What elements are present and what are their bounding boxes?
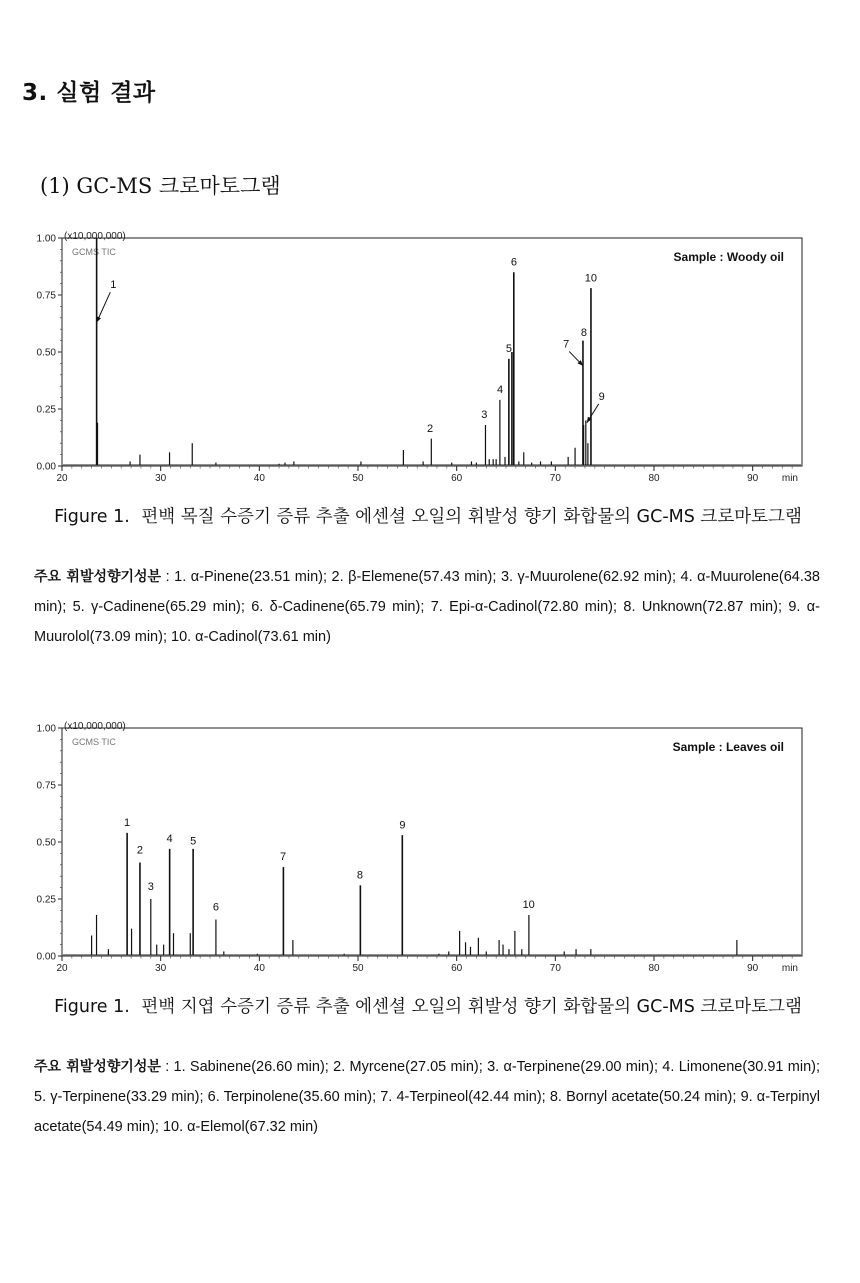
figure-caption bbox=[38, 993, 818, 1021]
x-tick-label: 60 bbox=[451, 473, 463, 484]
x-tick-label: 70 bbox=[549, 963, 561, 974]
x-tick-label: 60 bbox=[451, 963, 463, 974]
x-tick-label: 50 bbox=[352, 963, 364, 974]
chart-svg bbox=[20, 716, 820, 978]
leaves-oil-chromatogram bbox=[20, 716, 820, 976]
peak-label: 10 bbox=[584, 272, 597, 285]
peak-label: 3 bbox=[481, 409, 488, 422]
sub-title: (1) GC-MS 크로마토그램 bbox=[40, 174, 281, 198]
y-tick-label: 0.25 bbox=[36, 894, 56, 906]
figure-label: Figure 1. bbox=[54, 507, 130, 527]
peak-label: 5 bbox=[190, 835, 197, 848]
peak-label: 4 bbox=[166, 833, 173, 845]
x-tick-label: 90 bbox=[747, 473, 759, 484]
figure-caption-text: 편백 목질 수증기 증류 추출 에센셜 오일의 휘발성 향기 화합물의 GC-MS 크로마토그램 bbox=[141, 507, 802, 527]
x-unit-label: min bbox=[781, 473, 798, 484]
plot-frame bbox=[62, 728, 802, 956]
x-tick-label: 40 bbox=[253, 963, 265, 974]
components-heading: 주요 휘발성향기성분 bbox=[34, 1059, 161, 1075]
x-tick-label: 80 bbox=[648, 963, 660, 974]
y-tick-label: 0.75 bbox=[36, 780, 56, 792]
x-unit-label: min bbox=[781, 963, 798, 974]
y-tick-label: 1.00 bbox=[36, 233, 56, 245]
peak-label: 7 bbox=[279, 851, 287, 864]
y-tick-label: 0.75 bbox=[36, 290, 56, 302]
peak-label: 8 bbox=[580, 327, 588, 340]
peak-label: 5 bbox=[505, 343, 513, 355]
peak-label: 7 bbox=[563, 338, 570, 351]
components-paragraph bbox=[34, 1052, 820, 1142]
peak-label: 2 bbox=[426, 422, 434, 435]
figure-caption bbox=[38, 503, 818, 531]
components-paragraph bbox=[34, 562, 820, 652]
trace-label: GCMS TIC bbox=[72, 247, 116, 257]
trace-label: GCMS TIC bbox=[72, 737, 116, 747]
sample-label: Sample : Woody oil bbox=[673, 250, 784, 264]
x-tick-label: 20 bbox=[56, 963, 68, 974]
components-heading: 주요 휘발성향기성분 bbox=[34, 569, 162, 585]
peak-label: 2 bbox=[136, 844, 144, 857]
peak-label: 9 bbox=[399, 819, 406, 832]
components-list: : 1. α-Pinene(23.51 min); 2. β-Elemene(57.43 min); 3. γ-Muurolene(62.92 min); 4. α-Muurolene(64.38 min); 5. γ-Cadinene(65.29 min); 6. δ-Cadinene(65.79 min); 7. Epi-α-Cadinol(72.80 min); 8. Unknown(72.87 min); 9. α-Muurolol(73.09 min); 10. α-Cadinol(73.61 min) bbox=[34, 569, 820, 645]
x-tick-label: 90 bbox=[747, 963, 759, 974]
peak-label: 4 bbox=[497, 384, 504, 397]
x-tick-label: 50 bbox=[352, 473, 364, 484]
sample-label: Sample : Leaves oil bbox=[672, 740, 784, 754]
y-scale-note: (x10,000,000) bbox=[64, 231, 126, 242]
x-tick-label: 20 bbox=[56, 473, 68, 484]
peak-label: 1 bbox=[124, 817, 131, 830]
woody-oil-chromatogram bbox=[20, 226, 820, 486]
peak-label: 3 bbox=[147, 880, 154, 893]
peak-label: 6 bbox=[212, 901, 219, 914]
x-tick-label: 40 bbox=[253, 473, 265, 484]
components-list: : 1. Sabinene(26.60 min); 2. Myrcene(27.05 min); 3. α-Terpinene(29.00 min); 4. Limonene(30.91 min); 5. γ-Terpinene(33.29 min); 6. Terpinolene(35.60 min); 7. 4-Terpineol(42.44 min); 8. Bornyl acetate(50.24 min); 9. α-Terpinyl acetate(54.49 min); 10. α-Elemol(67.32 min) bbox=[34, 1059, 821, 1135]
chart-svg bbox=[20, 226, 820, 488]
y-tick-label: 0.00 bbox=[36, 461, 56, 473]
peak-label: 1 bbox=[110, 279, 117, 292]
y-scale-note: (x10,000,000) bbox=[64, 721, 126, 732]
figure-caption-text: 편백 지엽 수증기 증류 추출 에센셜 오일의 휘발성 향기 화합물의 GC-MS 크로마토그램 bbox=[141, 997, 802, 1017]
x-tick-label: 30 bbox=[155, 963, 167, 974]
figure-label: Figure 1. bbox=[54, 997, 130, 1017]
peak-label: 6 bbox=[510, 256, 517, 269]
peak-label: 10 bbox=[522, 899, 535, 912]
y-tick-label: 0.00 bbox=[36, 951, 56, 963]
x-tick-label: 70 bbox=[549, 473, 561, 484]
peak-label: 9 bbox=[598, 390, 605, 403]
x-tick-label: 30 bbox=[155, 473, 167, 484]
y-tick-label: 0.50 bbox=[36, 837, 56, 849]
peak-label: 8 bbox=[356, 869, 364, 882]
y-tick-label: 0.50 bbox=[36, 347, 56, 359]
x-tick-label: 80 bbox=[648, 473, 660, 484]
y-tick-label: 0.25 bbox=[36, 404, 56, 416]
y-tick-label: 1.00 bbox=[36, 723, 56, 735]
section-title: 3. 실험 결과 bbox=[22, 80, 156, 106]
